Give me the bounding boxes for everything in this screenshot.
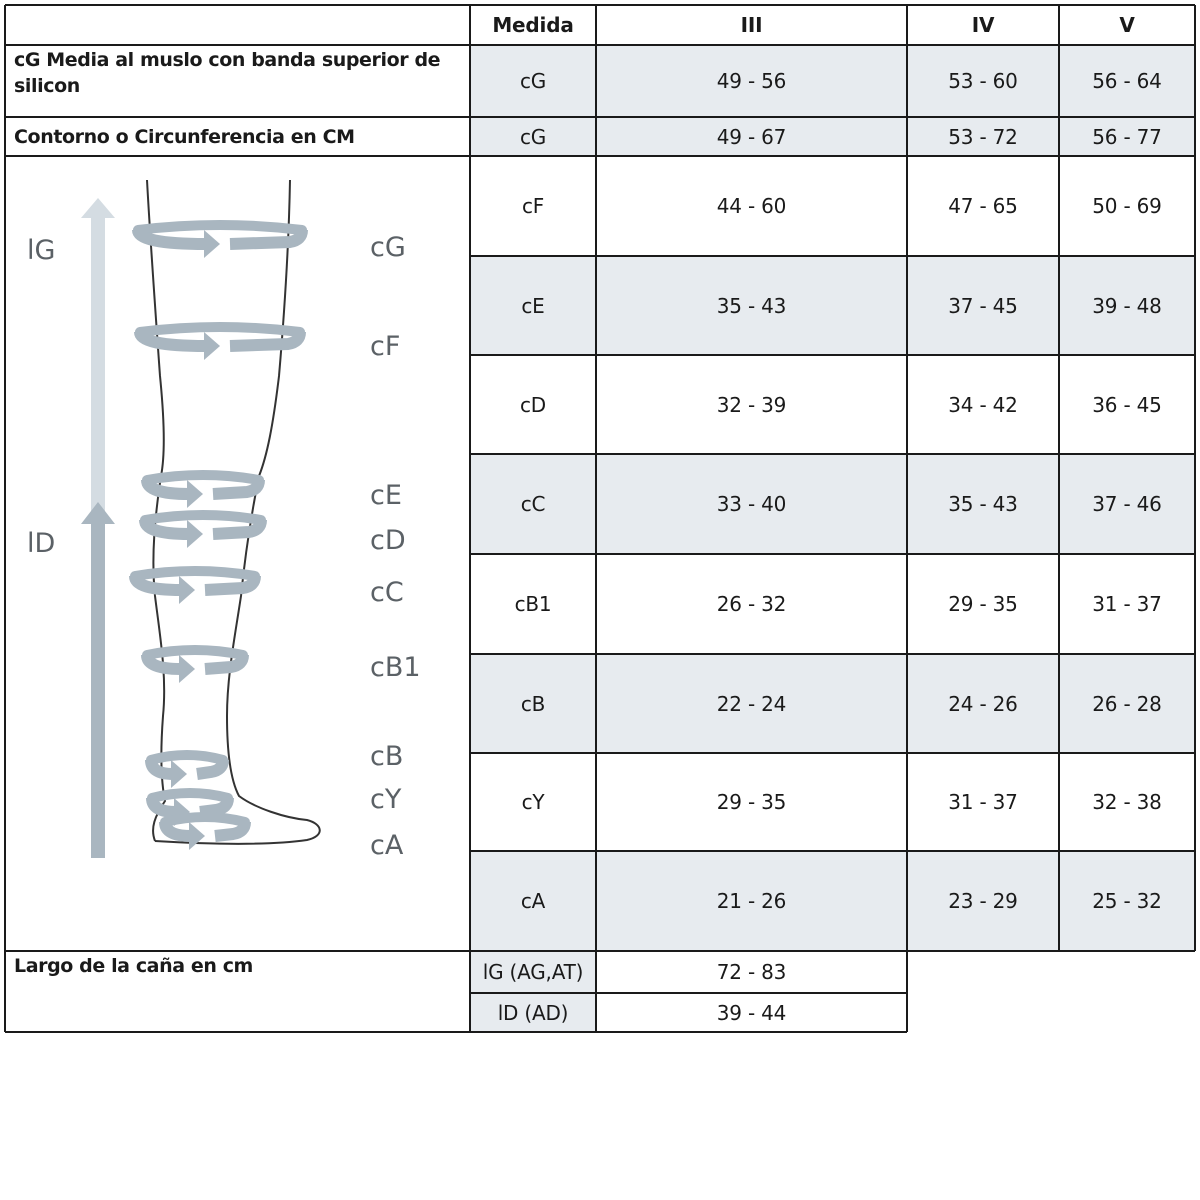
size-range-cell: 50 - 69 <box>1092 194 1162 218</box>
header-size: III <box>740 13 763 37</box>
measure-code: cA <box>470 851 596 951</box>
table-rule <box>1194 5 1196 951</box>
measurement-ring <box>138 225 302 258</box>
header-medida: Medida <box>492 13 574 37</box>
table-rule <box>470 752 1195 754</box>
header-size: V <box>1119 13 1135 37</box>
measure-label: cA <box>370 830 404 861</box>
measure-label: cB <box>370 741 404 772</box>
size-range-cell: 29 - 35 <box>716 790 787 814</box>
table-rule <box>470 850 1195 852</box>
measurement-ring <box>145 515 261 548</box>
size-range-cell: 26 - 32 <box>716 592 787 616</box>
size-range-cell: 35 - 43 <box>596 256 907 355</box>
size-range-cell: 33 - 40 <box>596 454 907 554</box>
measure-label: cD <box>370 525 406 556</box>
measure-code: cY <box>521 790 545 814</box>
table-rule <box>470 653 1195 655</box>
measure-label: cF <box>370 331 401 362</box>
size-range-cell: 32 - 38 <box>1092 790 1162 814</box>
measure-label: cG <box>370 232 406 263</box>
table-rule <box>470 354 1195 356</box>
size-range-cell: 26 - 28 <box>1059 654 1195 753</box>
measurement-ring <box>147 475 259 508</box>
table-rule <box>5 4 1195 6</box>
measure-label: cC <box>370 577 404 608</box>
size-range-cell: 32 - 39 <box>716 392 787 417</box>
length-code: lD (AD) <box>470 993 596 1032</box>
size-range-cell: 37 - 46 <box>1059 454 1195 554</box>
measure-code: cB <box>470 654 596 753</box>
measure-code: cD <box>520 392 546 417</box>
measure-code: cG <box>470 45 596 117</box>
length-arrow-ld <box>81 502 115 858</box>
measure-label: cE <box>370 480 402 511</box>
measure-code: cG <box>470 117 596 156</box>
table-rule <box>470 992 907 994</box>
length-value: 72 - 83 <box>716 960 787 984</box>
table-rule <box>595 5 597 1032</box>
measure-code: cB1 <box>514 592 552 616</box>
row-label: cG Media al muslo con banda superior de silicon <box>14 49 441 97</box>
header-size: IV <box>971 13 995 37</box>
table-rule <box>1058 5 1060 951</box>
size-range-cell: 31 - 37 <box>1092 592 1162 616</box>
leg-measurement-diagram <box>5 156 467 946</box>
size-range-cell: 49 - 56 <box>596 45 907 117</box>
size-range-cell: 36 - 45 <box>1092 392 1162 417</box>
table-rule <box>5 1031 907 1033</box>
measurement-ring <box>165 817 245 850</box>
measure-code: cC <box>470 454 596 554</box>
size-range-cell: 53 - 72 <box>907 117 1059 156</box>
table-rule <box>5 44 1195 46</box>
length-value: 39 - 44 <box>716 1000 787 1025</box>
measurement-rings <box>135 225 302 850</box>
table-rule <box>5 950 1195 952</box>
size-range-cell: 53 - 60 <box>907 45 1059 117</box>
table-rule <box>469 5 471 1032</box>
measurement-ring <box>140 327 300 360</box>
measure-label: cY <box>370 784 402 815</box>
table-rule <box>5 116 1195 118</box>
size-range-cell: 34 - 42 <box>948 392 1018 417</box>
table-rule <box>906 5 908 1032</box>
measure-code: cF <box>521 194 545 218</box>
size-range-cell: 39 - 48 <box>1059 256 1195 355</box>
ld-label: lD <box>27 528 56 559</box>
size-range-cell: 22 - 24 <box>596 654 907 753</box>
size-range-cell: 37 - 45 <box>907 256 1059 355</box>
lg-label: lG <box>27 235 56 266</box>
length-label: Largo de la caña en cm <box>14 955 253 977</box>
measure-label: cB1 <box>370 652 421 683</box>
measure-code: cE <box>470 256 596 355</box>
size-range-cell: 25 - 32 <box>1059 851 1195 951</box>
table-rule <box>470 453 1195 455</box>
measure-labels <box>370 232 421 861</box>
size-range-cell: 49 - 67 <box>596 117 907 156</box>
size-range-cell: 47 - 65 <box>948 194 1018 218</box>
size-range-cell: 21 - 26 <box>596 851 907 951</box>
measurement-ring <box>135 571 255 604</box>
size-range-cell: 23 - 29 <box>907 851 1059 951</box>
size-range-cell: 56 - 64 <box>1059 45 1195 117</box>
size-range-cell: 35 - 43 <box>907 454 1059 554</box>
size-range-cell: 24 - 26 <box>907 654 1059 753</box>
table-rule <box>470 553 1195 555</box>
size-range-cell: 29 - 35 <box>948 592 1018 616</box>
size-range-cell: 56 - 77 <box>1059 117 1195 156</box>
length-code: lG (AG,AT) <box>470 951 596 993</box>
size-range-cell: 44 - 60 <box>716 194 787 218</box>
size-range-cell: 31 - 37 <box>948 790 1018 814</box>
row-label: Contorno o Circunferencia en CM <box>14 125 355 148</box>
table-rule <box>470 255 1195 257</box>
